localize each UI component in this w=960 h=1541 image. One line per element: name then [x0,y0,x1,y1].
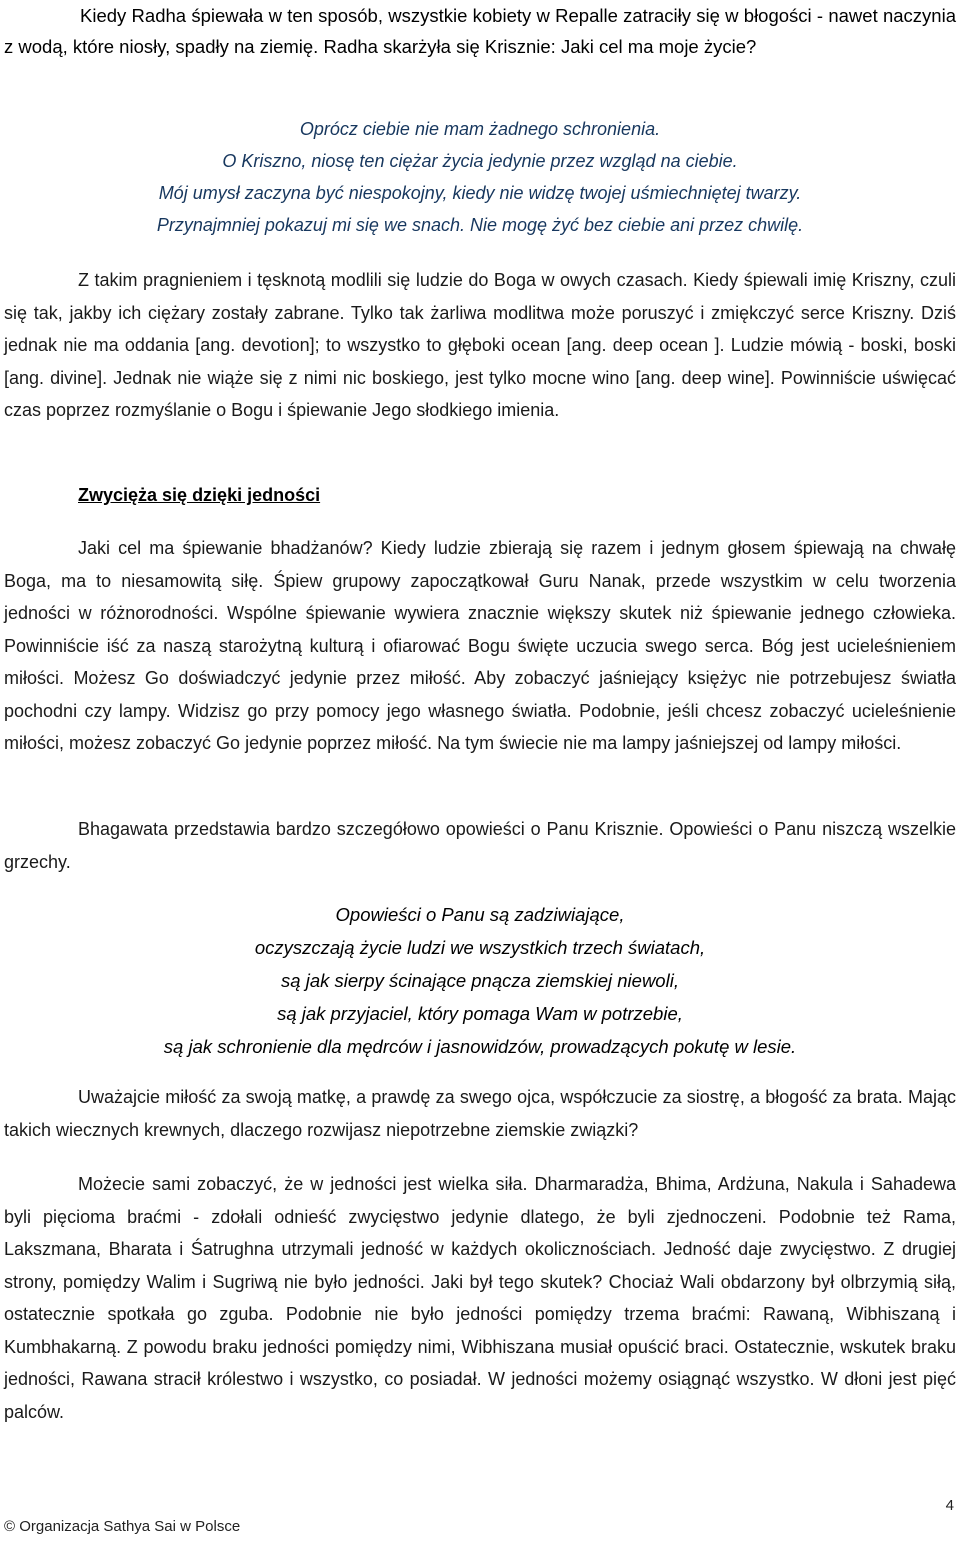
mother-paragraph: Uważajcie miłość za swoją matkę, a prawdę za swego ojca, współczucie za siostrę, a błogość za brata. Mając takich wiecznych krewnych, dlaczego rozwijasz niepotrzebne ziemskie związki? [4,1087,956,1140]
unity-paragraph: Możecie sami zobaczyć, że w jedności jest wielka siła. Dharmaradża, Bhima, Ardżuna, Nakula i Sahadewa byli pięcioma braćmi - zdołali odnieść zwycięstwo jedynie dlatego, że byli zjednoczeni. Podobnie też Rama, Lakszmana, Bharata i Śatrughna utrzymali jedność w każdych okolicznościach. Jedność daje zwycięstwo. Z drugiej strony, pomiędzy Walim i Sugriwą nie było jedności. Jaki był tego skutek? Chociaż Wali obdarzony był olbrzymią siłą, ostatecznie spotkała go zguba. Podobnie nie było jedności pomiędzy trzema braćmi: Rawaną, Wibhiszaną i Kumbhakarną. Z powodu braku jedności pomiędzy nimi, Wibhiszana musiał opuścić braci. Ostatecznie, wskutek braku jedności, Rawana stracił królestwo i wszystko, co posiadał. W jedności możemy osiągnąć wszystko. W dłoni jest pięć palców. [4,1174,956,1422]
verse-line: O Kriszno, niosę ten ciężar życia jedynie przez wzgląd na ciebie. [222,151,738,171]
stories-verse [0,898,960,1063]
page-number: 4 [945,1497,954,1514]
verse-line: Oprócz ciebie nie mam żadnego schronienia. [299,119,661,139]
bhajans-paragraph: Jaki cel ma śpiewanie bhadżanów? Kiedy ludzie zbierają się razem i jednym głosem śpiewają na chwałę Boga, ma to niesamowitą siłę. Śpiew grupowy zapoczątkował Guru Nanak, przede wszystkim w celu tworzenia jedności w różnorodności. Wspólne śpiewanie wywiera znacznie większy skutek niż śpiewanie jednego człowieka. Powinniście iść za naszą starożytną kulturą i ofiarować Bogu święte uczucia swego serca. Bóg jest ucieleśnieniem miłości. Możesz Go doświadczyć jedynie przez miłość. Aby zobaczyć jaśniejący księżyc nie potrzebujesz światła pochodni czy lampy. Widzisz go przy pomocy jego własnego światła. Podobnie, jeśli chcesz zobaczyć ucieleśnienie miłości, możesz zobaczyć Go jedynie poprzez miłość. Na tym świecie nie ma lampy jaśniejszej od lampy miłości. [4,538,956,753]
section-heading: Zwycięża się dzięki jedności [78,485,321,505]
footer-organization: © Organizacja Sathya Sai w Polsce [4,1518,241,1535]
verse-line: oczyszczają życie ludzi we wszystkich trzech światach, [254,937,706,958]
verse-line: Mój umysł zaczyna być niespokojny, kiedy nie widzę twojej uśmiechniętej twarzy. [158,183,802,203]
longing-paragraph: Z takim pragnieniem i tęsknotą modlili się ludzie do Boga w owych czasach. Kiedy śpiewali imię Kriszny, czuli się tak, jakby ich ciężary zostały zabrane. Tylko tak żarliwa modlitwa może poruszyć i zmiękczyć serce Kriszny. Dziś jednak nie ma oddania [ang. devotion]; to wszystko to głęboki ocean [ang. deep ocean ]. Ludzie mówią - boski, boski [ang. divine]. Jednak nie wiąże się z nimi nic boskiego, jest tylko mocne wino [ang. deep wine]. Powinniście uświęcać czas poprzez rozmyślanie o Bogu i śpiewanie Jego słodkiego imienia. [4,270,956,420]
verse-line: są jak sierpy ścinające pnącza ziemskiej niewoli, [281,970,679,991]
prayer-verse [0,113,960,241]
verse-line: Przynajmniej pokazuj mi się we snach. Nie mogę żyć bez ciebie ani przez chwilę. [156,215,804,235]
bhagawata-paragraph: Bhagawata przedstawia bardzo szczegółowo opowieści o Panu Krisznie. Opowieści o Panu niszczą wszelkie grzechy. [4,819,956,872]
intro-paragraph: Kiedy Radha śpiewała w ten sposób, wszystkie kobiety w Repalle zatraciły się w błogości - nawet naczynia z wodą, które niosły, spadły na ziemię. Radha skarżyła się Krisznie: Jaki cel ma moje życie? [4,5,956,57]
verse-line: Opowieści o Panu są zadziwiające, [335,904,625,925]
verse-line: są jak przyjaciel, który pomaga Wam w potrzebie, [277,1003,683,1024]
verse-line: są jak schronienie dla mędrców i jasnowidzów, prowadzących pokutę w lesie. [163,1036,797,1057]
